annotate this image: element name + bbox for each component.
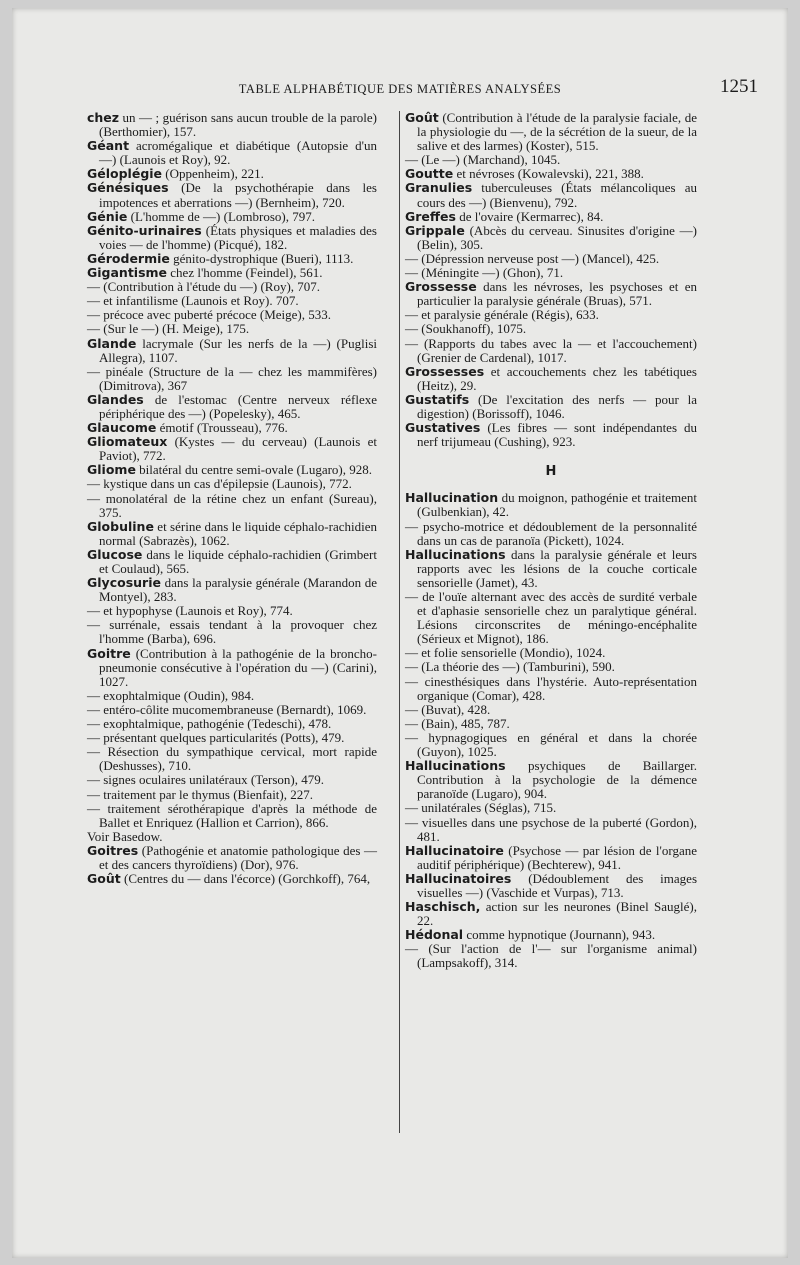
index-entry: — hypnagogiques en général et dans la chorée (Guyon), 1025. (405, 729, 697, 760)
index-entry: — monolatéral de la rétine chez un enfant (Sureau), 375. (87, 490, 377, 520)
index-entry: Globuline et sérine dans le liquide céphalo-rachidien normal (Sabrazès), 1062. (87, 518, 377, 548)
index-entry: — (Rapports du tabes avec la — et l'accouchement) (Grenier de Cardenal), 1017. (405, 335, 697, 365)
index-entry: Hallucinatoires (Dédoublement des images visuelles —) (Vaschide et Vurpas), 713. (405, 870, 697, 900)
running-header (12, 78, 788, 102)
index-entry: — (Bain), 485, 787. (405, 715, 510, 731)
index-entry: chez un — ; guérison sans aucun trouble de la parole) (Berthomier), 157. (87, 110, 377, 140)
index-entry: Gliome bilatéral du centre semi-ovale (Lugaro), 928. (87, 462, 372, 478)
index-entry: Glande lacrymale (Sur les nerfs de la —) (Puglisi Allegra), 1107. (87, 335, 377, 365)
index-entry: Gérodermie génito-dystrophique (Bueri), 1113. (87, 250, 354, 266)
index-entry: Greffes de l'ovaire (Kermarrec), 84. (405, 208, 604, 224)
index-entry: — traitement par le thymus (Bienfait), 227. (87, 786, 313, 802)
index-entry: Géant acromégalique et diabétique (Autopsie d'un —) (Launois et Roy), 92. (87, 138, 377, 168)
index-entry: Goitres (Pathogénie et anatomie pathologique des — et des cancers thyroïdiens) (Dor), 976. (87, 842, 377, 872)
index-entry: — (Sur l'action de l'— sur l'organisme animal) (Lampsakoff), 314. (405, 941, 697, 971)
section-letter: H (545, 464, 557, 480)
index-entry: — kystique dans un cas d'épilepsie (Launois), 772. (87, 476, 352, 492)
index-entry: Génito-urinaires (États physiques et maladies des voies — de l'homme) (Picqué), 182. (87, 222, 377, 252)
index-entry: — et paralysie générale (Régis), 633. (405, 307, 599, 323)
index-entry: — traitement sérothérapique d'après la méthode de Ballet et Enriquez (Hallion et Carrion), 866. (87, 800, 377, 830)
index-entry: Glucose dans le liquide céphalo-rachidien (Grimbert et Coulaud), 565. (87, 546, 377, 576)
index-entry: — surrénale, essais tendant à la provoquer chez l'homme (Barba), 696. (87, 617, 377, 647)
index-entry: Goutte et névroses (Kowalevski), 221, 388. (405, 166, 644, 182)
index-entry: Gustatifs (De l'excitation des nerfs — pour la digestion) (Borissoff), 1046. (405, 391, 697, 421)
index-entry: Gliomateux (Kystes — du cerveau) (Launois et Paviot), 772. (87, 434, 377, 464)
header-title: TABLE ALPHABÉTIQUE DES MATIÈRES ANALYSÉES (238, 82, 562, 96)
index-entry: Hallucinations psychiques de Baillarger. Contribution à la psychologie de la démence paranoïde (Lugaro), 904. (405, 758, 697, 802)
entries-g (405, 111, 697, 449)
index-entry: — (Méningite —) (Ghon), 71. (405, 265, 564, 281)
index-entry: Glandes de l'estomac (Centre nerveux réflexe périphérique des —) (Popelesky), 465. (87, 391, 377, 421)
index-entry: — cinesthésiques dans l'hystérie. Auto-représentation organique (Comar), 428. (405, 673, 697, 703)
index-entry: Goût (Contribution à l'étude de la paralysie faciale, de la physiologie du —, de la sécrétion de la sueur, de la salive et des larmes) (Koster), 515. (405, 110, 697, 154)
index-entry: Voir Basedow. (87, 828, 163, 844)
index-entry: Granulies tuberculeuses (États mélancoliques au cours des —) (Bienvenu), 792. (405, 180, 697, 210)
index-entry: — (Le —) (Marchand), 1045. (405, 152, 561, 168)
index-entry: — (La théorie des —) (Tamburini), 590. (405, 659, 615, 675)
index-entry: — et hypophyse (Launois et Roy), 774. (87, 603, 293, 619)
page-number: 1251 (720, 76, 758, 97)
index-entry: — entéro-côlite mucomembraneuse (Bernardt), 1069. (87, 701, 367, 717)
index-entry: Hallucinatoire (Psychose — par lésion de l'organe auditif périphérique) (Bechterew), 941. (405, 842, 697, 872)
index-entry: — (Buvat), 428. (405, 701, 491, 717)
index-entry: — exophtalmique, pathogénie (Tedeschi), 478. (87, 716, 332, 732)
index-entry: Haschisch, action sur les neurones (Binel Sauglé), 22. (405, 899, 697, 929)
index-entry: Glycosurie dans la paralysie générale (Marandon de Montyel), 283. (87, 575, 377, 605)
index-entry: Hallucinations dans la paralysie générale et leurs rapports avec les lésions de la couche corticale sensorielle (Jamet), 43. (405, 546, 697, 590)
index-entry: — (Dépression nerveuse post —) (Mancel), 425. (405, 250, 660, 266)
index-entry: — visuelles dans une psychose de la puberté (Gordon), 481. (405, 814, 697, 844)
index-entry: — et infantilisme (Launois et Roy). 707. (87, 293, 299, 309)
index-entry: — pinéale (Structure de la — chez les mammifères) (Dimitrova), 367 (87, 363, 377, 393)
index-entry: — Résection du sympathique cervical, mort rapide (Deshusses), 710. (87, 744, 377, 774)
index-entry: — (Contribution à l'étude du —) (Roy), 707. (87, 279, 321, 295)
index-entry: — présentant quelques particularités (Potts), 479. (87, 730, 345, 746)
index-entry: — unilatérales (Séglas), 715. (405, 800, 557, 816)
index-entry: — (Sur le —) (H. Meige), 175. (87, 321, 250, 337)
right-column (405, 111, 697, 971)
index-entry: — (Soukhanoff), 1075. (405, 321, 527, 337)
index-entry: Gigantisme chez l'homme (Feindel), 561. (87, 265, 323, 281)
page (12, 8, 788, 1258)
index-entry: — et folie sensorielle (Mondio), 1024. (405, 645, 606, 661)
index-entry: Grossesses et accouchements chez les tabétiques (Heitz), 29. (405, 363, 697, 393)
left-column (87, 111, 377, 886)
index-entry: Glaucome émotif (Trousseau), 776. (87, 420, 288, 436)
index-entry: Gustatives (Les fibres — sont indépendantes du nerf trijumeau (Cushing), 923. (405, 420, 697, 450)
index-entry: — exophtalmique (Oudin), 984. (87, 687, 255, 703)
index-entry: Goût (Centres du — dans l'écorce) (Gorchkoff), 764, (87, 871, 371, 887)
index-entry: — signes oculaires unilatéraux (Terson), 479. (87, 772, 324, 788)
index-entry: — psycho-motrice et dédoublement de la personnalité dans un cas de paranoïa (Pickett), 1024. (405, 518, 697, 548)
index-entry: — précoce avec puberté précoce (Meige), 533. (87, 307, 331, 323)
index-entry: Hédonal comme hypnotique (Journann), 943. (405, 927, 656, 943)
index-entry: Génésiques (De la psychothérapie dans les impotences et aberrations —) (Bernheim), 720. (87, 180, 377, 210)
index-entry: Grippale (Abcès du cerveau. Sinusites d'origine —) (Belin), 305. (405, 222, 697, 252)
index-entry: Génie (L'homme de —) (Lombroso), 797. (87, 208, 315, 224)
index-entry: Géloplégie (Oppenheim), 221. (87, 166, 264, 182)
index-entry: Grossesse dans les névroses, les psychoses et en particulier la paralysie générale (Bruas), 571. (405, 279, 697, 309)
column-divider (399, 111, 400, 1133)
index-entry: Hallucination du moignon, pathogénie et traitement (Gulbenkian), 42. (405, 490, 697, 520)
entries-h (405, 491, 697, 970)
index-entry: — de l'ouïe alternant avec des accès de surdité verbale et d'aphasie sensorielle chez un paralytique général. Lésions circonscrites de méningo-encéphalite (Sérieux et Mignot), 186. (405, 589, 697, 647)
index-entry: Goitre (Contribution à la pathogénie de la broncho-pneumonie consécutive à l'opération du —) (Carini), 1027. (87, 645, 377, 689)
